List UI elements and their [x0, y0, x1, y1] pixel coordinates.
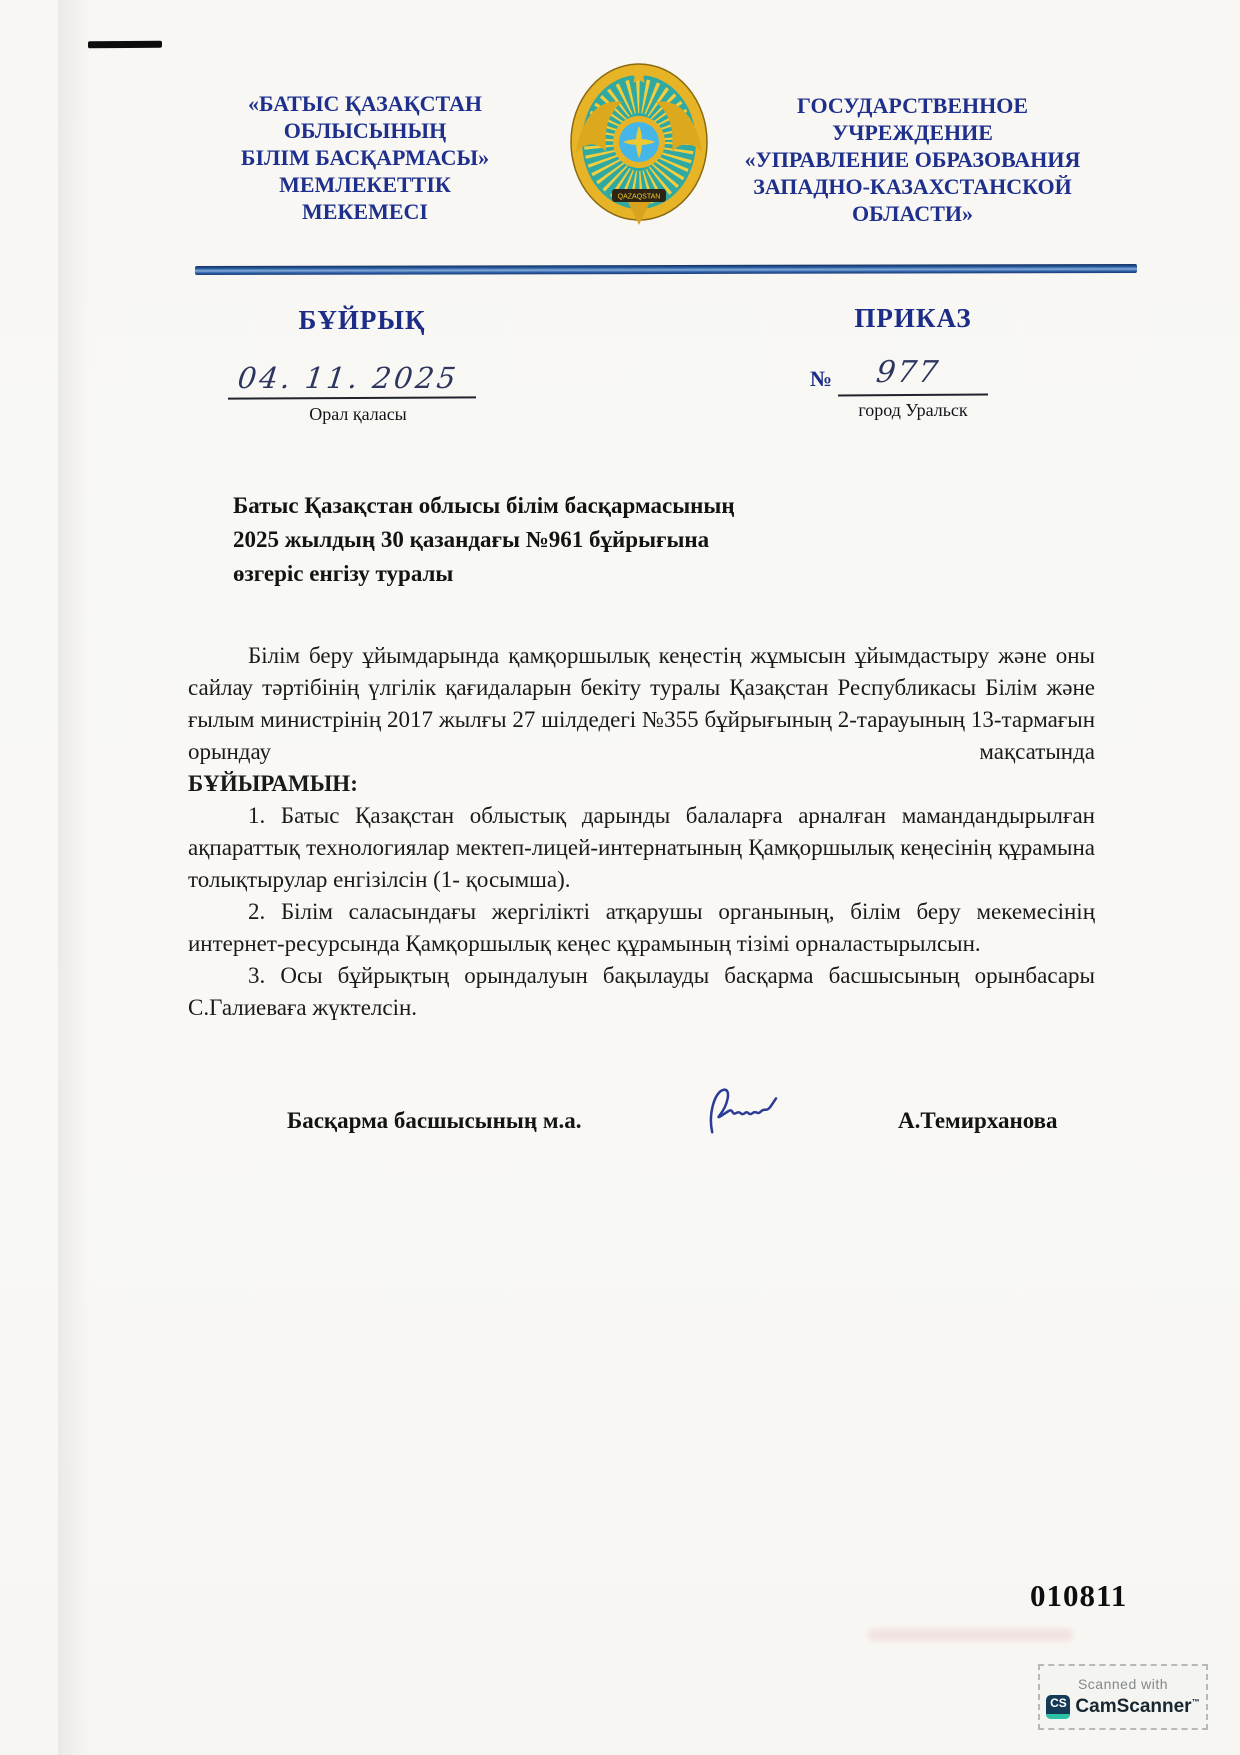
- place-label-russian: город Уральск: [858, 400, 968, 420]
- order-item-1: 1. Батыс Қазақстан облыстық дарынды балаларға арналған мамандандырылған ақпараттық технологиялар мектеп-лицей-интернатының Қамқоршылық кеңесінің құрамына толықтырулар енгізілсін (1- қосымша).: [188, 803, 1095, 892]
- signer-name: А.Темирханова: [898, 1108, 1058, 1133]
- intro-paragraph: Білім беру ұйымдарында қамқоршылық кеңестің жұмысын ұйымдастыру және оны сайлау тәртібінің үлгілік қағидаларын бекіту туралы Қазақстан Республикасы Білім және ғылым министрінің 2017 жылғы 27 шілдедегі №355 бұйрығының 2-тарауының 13-тармағын орындау мақсатында: [188, 643, 1095, 764]
- org-name-line: МЕМЛЕКЕТТІК: [279, 172, 451, 197]
- camscanner-wordmark: [1075, 1696, 1199, 1718]
- handwritten-order-date: 04. 11. 2025: [235, 361, 461, 395]
- order-body: [188, 640, 1095, 1024]
- handwritten-order-number: 977: [874, 355, 942, 390]
- kazakhstan-state-emblem-icon: [568, 58, 710, 228]
- order-title-russian: ПРИКАЗ: [854, 303, 972, 333]
- date-underline: [228, 396, 476, 399]
- scan-artifact-mark: [88, 41, 162, 49]
- org-name-line: ГОСУДАРСТВЕННОЕ: [797, 93, 1028, 118]
- order-item-2: 2. Білім саласындағы жергілікті атқарушы органының, білім беру мекемесінің интернет-ресурсында Қамқоршылық кеңес құрамының тізімі орналастырылсын.: [188, 899, 1095, 956]
- scan-smudge-artifact: [868, 1629, 1073, 1641]
- org-name-line: ЗАПАДНО-КАЗАХСТАНСКОЙ: [753, 174, 1072, 199]
- cs-icon-strip: [1046, 1714, 1070, 1719]
- org-name-line: ОБЛАСТИ»: [852, 201, 973, 226]
- scanned-with-label: Scanned with: [1077, 1675, 1169, 1692]
- place-label-kazakh: Орал қаласы: [309, 404, 407, 424]
- camscanner-brand-row: [1046, 1695, 1199, 1719]
- org-name-line: «УПРАВЛЕНИЕ ОБРАЗОВАНИЯ: [744, 147, 1081, 172]
- number-underline: [838, 393, 988, 396]
- org-name-line: УЧРЕЖДЕНИЕ: [832, 120, 993, 145]
- cs-icon-letters: CS: [1050, 1695, 1067, 1710]
- scan-edge-shadow: [58, 0, 90, 1755]
- camscanner-app-icon: [1046, 1695, 1070, 1719]
- org-name-line: БІЛІМ БАСҚАРМАСЫ»: [240, 145, 490, 170]
- order-title-kazakh: БҰЙРЫҚ: [298, 305, 426, 335]
- org-name-line: ОБЛЫСЫНЫҢ: [283, 118, 447, 143]
- org-name-russian: [730, 92, 1095, 227]
- org-name-line: «БАТЫС ҚАЗАҚСТАН: [247, 91, 483, 116]
- order-item-3: 3. Осы бұйрықтың орындалуын бақылауды басқарма басшысының орынбасары С.Галиеваға жүктелсін.: [188, 963, 1095, 1020]
- subject-line: Батыс Қазақстан облысы білім басқармасының: [233, 493, 735, 518]
- camscanner-name: CamScanner: [1075, 1695, 1192, 1717]
- resolve-word: БҰЙЫРАМЫН:: [188, 771, 358, 796]
- subject-line: өзгеріс енгізу туралы: [233, 561, 454, 586]
- order-subject: [233, 489, 735, 591]
- handwritten-signature: [698, 1082, 796, 1140]
- signer-position-title: Басқарма басшысының м.а.: [287, 1108, 582, 1133]
- emblem-banner-text: QAZAQSTAN: [617, 193, 661, 201]
- org-name-kazakh: [205, 90, 525, 225]
- org-name-line: МЕКЕМЕСІ: [302, 199, 428, 224]
- trademark-symbol: ™: [1191, 1697, 1200, 1707]
- order-number-sign: №: [810, 366, 833, 391]
- document-page-code: 010811: [1030, 1578, 1128, 1613]
- subject-line: 2025 жылдың 30 қазандағы №961 бұйрығына: [233, 527, 710, 552]
- header-divider-rule: [195, 264, 1137, 275]
- camscanner-badge: [1038, 1664, 1208, 1730]
